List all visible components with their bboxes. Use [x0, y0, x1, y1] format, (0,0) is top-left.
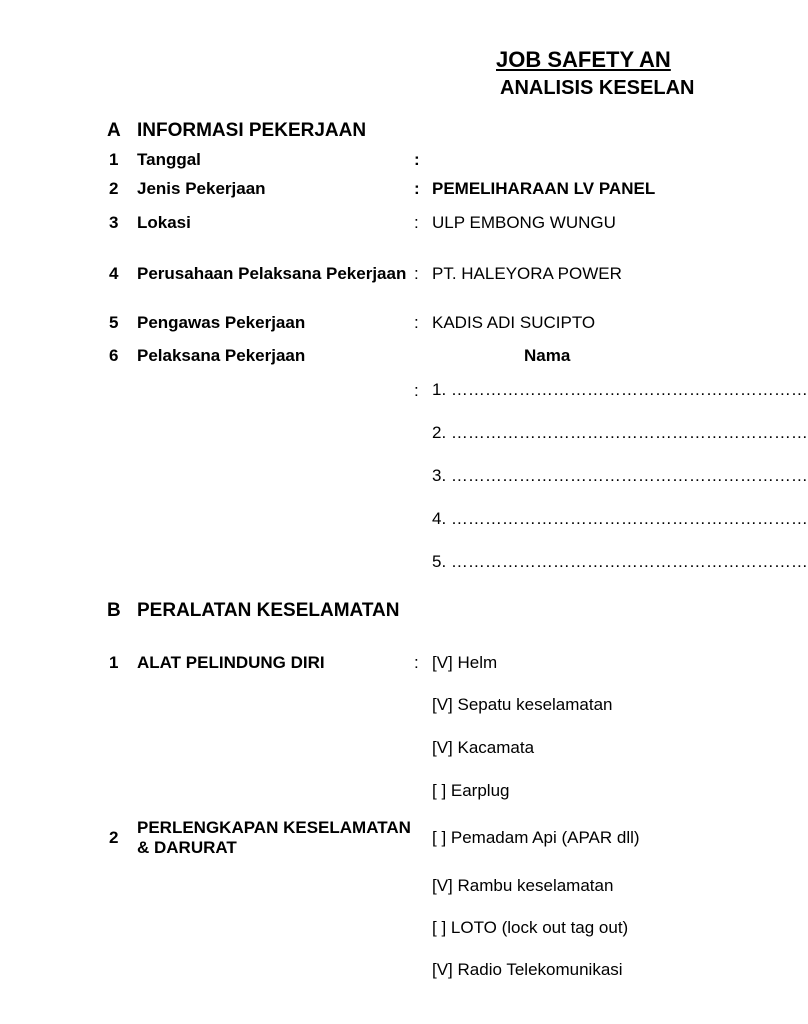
- checklist-item: [ ] Pemadam Api (APAR dll): [432, 828, 640, 847]
- section-a-letter: A: [107, 120, 121, 141]
- worker-name-line: 3. ………………………………………………………: [432, 466, 808, 485]
- document-title: JOB SAFETY AN: [496, 47, 671, 72]
- document-subtitle: ANALISIS KESELAN: [500, 77, 695, 99]
- field-value-pengawas: KADIS ADI SUCIPTO: [432, 313, 596, 332]
- row-number: 4: [109, 264, 119, 283]
- worker-name-line: 5. ………………………………………………………: [432, 552, 808, 571]
- field-label-pelaksana: Pelaksana Pekerjaan: [137, 346, 306, 365]
- section-a-title: INFORMASI PEKERJAAN: [137, 120, 367, 141]
- checklist-item: [V] Radio Telekomunikasi: [432, 960, 623, 979]
- checklist-item: [ ] LOTO (lock out tag out): [432, 918, 629, 937]
- field-label-jenis-pekerjaan: Jenis Pekerjaan: [137, 179, 266, 198]
- row-number: 2: [109, 179, 119, 198]
- checklist-item: [ ] Earplug: [432, 781, 510, 800]
- worker-name-line: 4. ………………………………………………………: [432, 509, 808, 528]
- checklist-item: [V] Rambu keselamatan: [432, 876, 614, 895]
- column-header-nama: Nama: [524, 346, 571, 365]
- field-separator: :: [414, 313, 419, 332]
- row-number: 2: [109, 828, 119, 847]
- field-label-tanggal: Tanggal: [137, 150, 201, 169]
- field-label-lokasi: Lokasi: [137, 213, 191, 232]
- row-number: 3: [109, 213, 119, 232]
- field-separator: :: [414, 179, 420, 198]
- row-number: 6: [109, 346, 119, 365]
- section-b-letter: B: [107, 600, 121, 621]
- field-separator: :: [414, 150, 420, 169]
- field-separator: :: [414, 264, 419, 283]
- worker-name-line: 2. ………………………………………………………: [432, 423, 808, 442]
- field-separator: :: [414, 213, 419, 232]
- checklist-item: [V] Sepatu keselamatan: [432, 695, 613, 714]
- field-value-lokasi: ULP EMBONG WUNGU: [432, 213, 616, 232]
- field-label-perlengkapan: PERLENGKAPAN KESELAMATAN & DARURAT: [137, 818, 411, 857]
- field-label-apd: ALAT PELINDUNG DIRI: [137, 653, 325, 672]
- section-b-title: PERALATAN KESELAMATAN: [137, 600, 400, 621]
- row-number: 5: [109, 313, 119, 332]
- field-label-pengawas: Pengawas Pekerjaan: [137, 313, 306, 332]
- row-number: 1: [109, 150, 119, 169]
- field-separator: :: [414, 381, 419, 400]
- field-label-perusahaan: Perusahaan Pelaksana Pekerjaan: [137, 264, 407, 283]
- field-value-jenis-pekerjaan: PEMELIHARAAN LV PANEL: [432, 179, 656, 198]
- checklist-item: [V] Helm: [432, 653, 498, 672]
- checklist-item: [V] Kacamata: [432, 738, 535, 757]
- worker-name-line: 1. ………………………………………………………: [432, 380, 808, 399]
- field-separator: :: [414, 653, 419, 672]
- row-number: 1: [109, 653, 119, 672]
- field-value-perusahaan: PT. HALEYORA POWER: [432, 264, 622, 283]
